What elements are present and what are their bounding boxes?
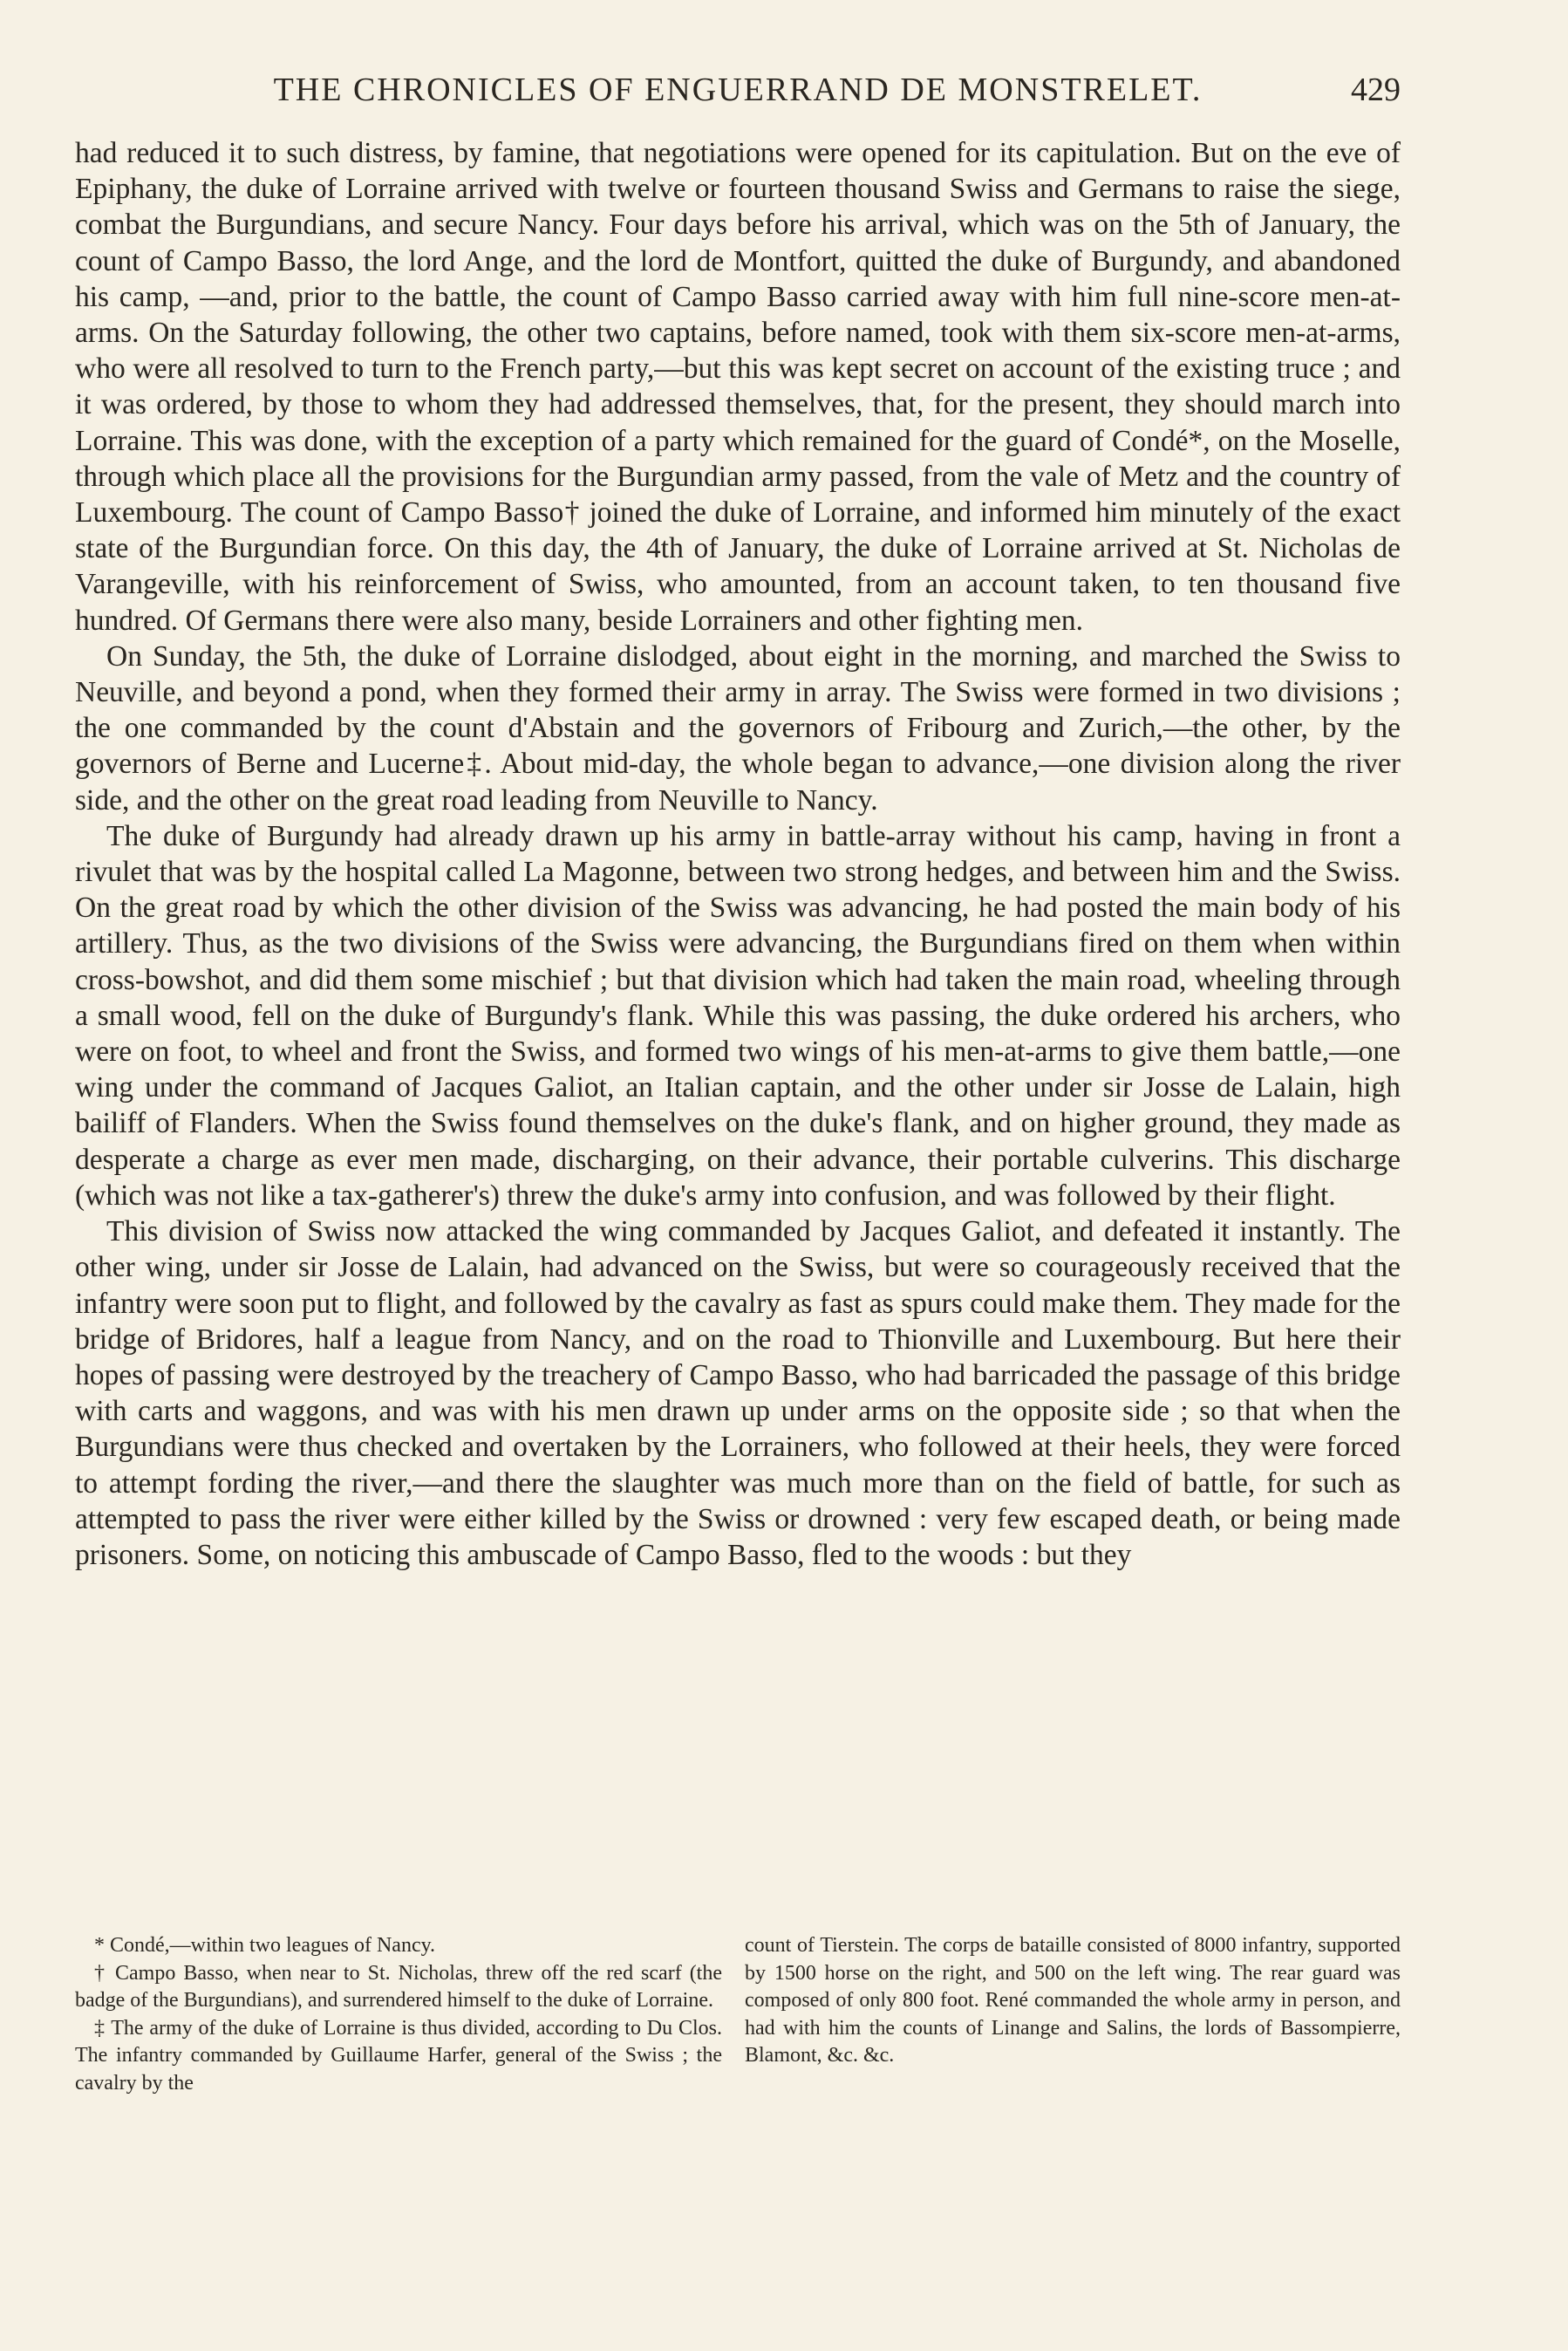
body-text xyxy=(75,135,1401,1910)
footnote: ‡ The army of the duke of Lorraine is thus divided, according to Du Clos. The infantry commanded by Guillaume Harfer, general of the Swiss ; the cavalry by the xyxy=(75,2016,722,2095)
footnote: † Campo Basso, when near to St. Nicholas, threw off the red scarf (the badge of the Burgundians), and surrendered himself to the duke of Lorraine. xyxy=(75,1961,722,2012)
running-head xyxy=(75,68,1401,112)
body-paragraph: had reduced it to such distress, by famine, that negotiations were opened for its capitulation. But on the eve of Epiphany, the duke of Lorraine arrived with twelve or fourteen thousand Swiss and Germans to raise the siege, combat the Burgundians, and secure Nancy. Four days before his arrival, which was on the 5th of January, the count of Campo Basso, the lord Ange, and the lord de Montfort, quitted the duke of Burgundy, and abandoned his camp, —and, prior to the battle, the count of Campo Basso carried away with him full nine-score men-at-arms. On the Saturday following, the other two captains, before named, took with them six-score men-at-arms, who were all resolved to turn to the French party,—but this was kept secret on account of the existing truce ; and it was ordered, by those to whom they had addressed themselves, that, for the present, they should march into Lorraine. This was done, with the exception of a party which remained for the guard of Condé*, on the Moselle, through which place all the provisions for the Burgundian army passed, from the vale of Metz and the country of Luxembourg. The count of Campo Basso† joined the duke of Lorraine, and informed him minutely of the exact state of the Burgundian force. On this day, the 4th of January, the duke of Lorraine arrived at St. Nicholas de Varangeville, with his reinforcement of Swiss, who amounted, from an account taken, to ten thousand five hundred. Of Germans there were also many, beside Lorrainers and other fighting men. xyxy=(75,137,1401,637)
footnotes-right-column xyxy=(745,1932,1401,2070)
footnotes xyxy=(75,1932,1401,2194)
footnote-continuation: count of Tierstein. The corps de bataille consisted of 8000 infantry, supported by 1500 horse on the right, and 500 on the left wing. The rear guard was composed of only 800 foot. René commanded the whole army in person, and had with him the counts of Linange and Salins, the lords of Bassompierre, Blamont, &c. &c. xyxy=(745,1934,1401,2067)
footnote: * Condé,—within two leagues of Nancy. xyxy=(94,1934,436,1957)
footnotes-left-column xyxy=(75,1932,722,2097)
page-number: 429 xyxy=(1351,72,1401,108)
body-paragraph: On Sunday, the 5th, the duke of Lorraine dislodged, about eight in the morning, and marched the Swiss to Neuville, and beyond a pond, when they formed their army in array. The Swiss were formed in two divisions ; the one commanded by the count d'Abstain and the governors of Fribourg and Zurich,—the other, by the governors of Berne and Lucerne‡. About mid-day, the whole began to advance,—one division along the river side, and the other on the great road leading from Neuville to Nancy. xyxy=(75,639,1401,817)
body-paragraph: This division of Swiss now attacked the wing commanded by Jacques Galiot, and defeated it instantly. The other wing, under sir Josse de Lalain, had advanced on the Swiss, but were so courageously received that the infantry were soon put to flight, and followed by the cavalry as fast as spurs could make them. They made for the bridge of Bridores, half a league from Nancy, and on the road to Thionville and Luxembourg. But here their hopes of passing were destroyed by the treachery of Campo Basso, who had barricaded the passage of this bridge with carts and waggons, and was with his men drawn up under arms on the opposite side ; so that when the Burgundians were thus checked and overtaken by the Lorrainers, who followed at their heels, they were forced to attempt fording the river,—and there the slaughter was much more than on the field of battle, for such as attempted to pass the river were either killed by the Swiss or drowned : very few escaped death, or being made prisoners. Some, on noticing this ambuscade of Campo Basso, fled to the woods : but they xyxy=(75,1215,1401,1571)
running-title: THE CHRONICLES OF ENGUERRAND DE MONSTRELET. xyxy=(273,72,1203,108)
body-paragraph: The duke of Burgundy had already drawn up his army in battle-array without his camp, having in front a rivulet that was by the hospital called La Magonne, between two strong hedges, and between him and the Swiss. On the great road by which the other division of the Swiss was advancing, he had posted the main body of his artillery. Thus, as the two divisions of the Swiss were advancing, the Burgundians fired on them when within cross-bowshot, and did them some mischief ; but that division which had taken the main road, wheeling through a small wood, fell on the duke of Burgundy's flank. While this was passing, the duke ordered his archers, who were on foot, to wheel and front the Swiss, and formed two wings of his men-at-arms to give them battle,—one wing under the command of Jacques Galiot, an Italian captain, and the other under sir Josse de Lalain, high bailiff of Flanders. When the Swiss found themselves on the duke's flank, and on higher ground, they made as desperate a charge as ever men made, discharging, on their advance, their portable culverins. This discharge (which was not like a tax-gatherer's) threw the duke's army into confusion, and was followed by their flight. xyxy=(75,819,1401,1212)
